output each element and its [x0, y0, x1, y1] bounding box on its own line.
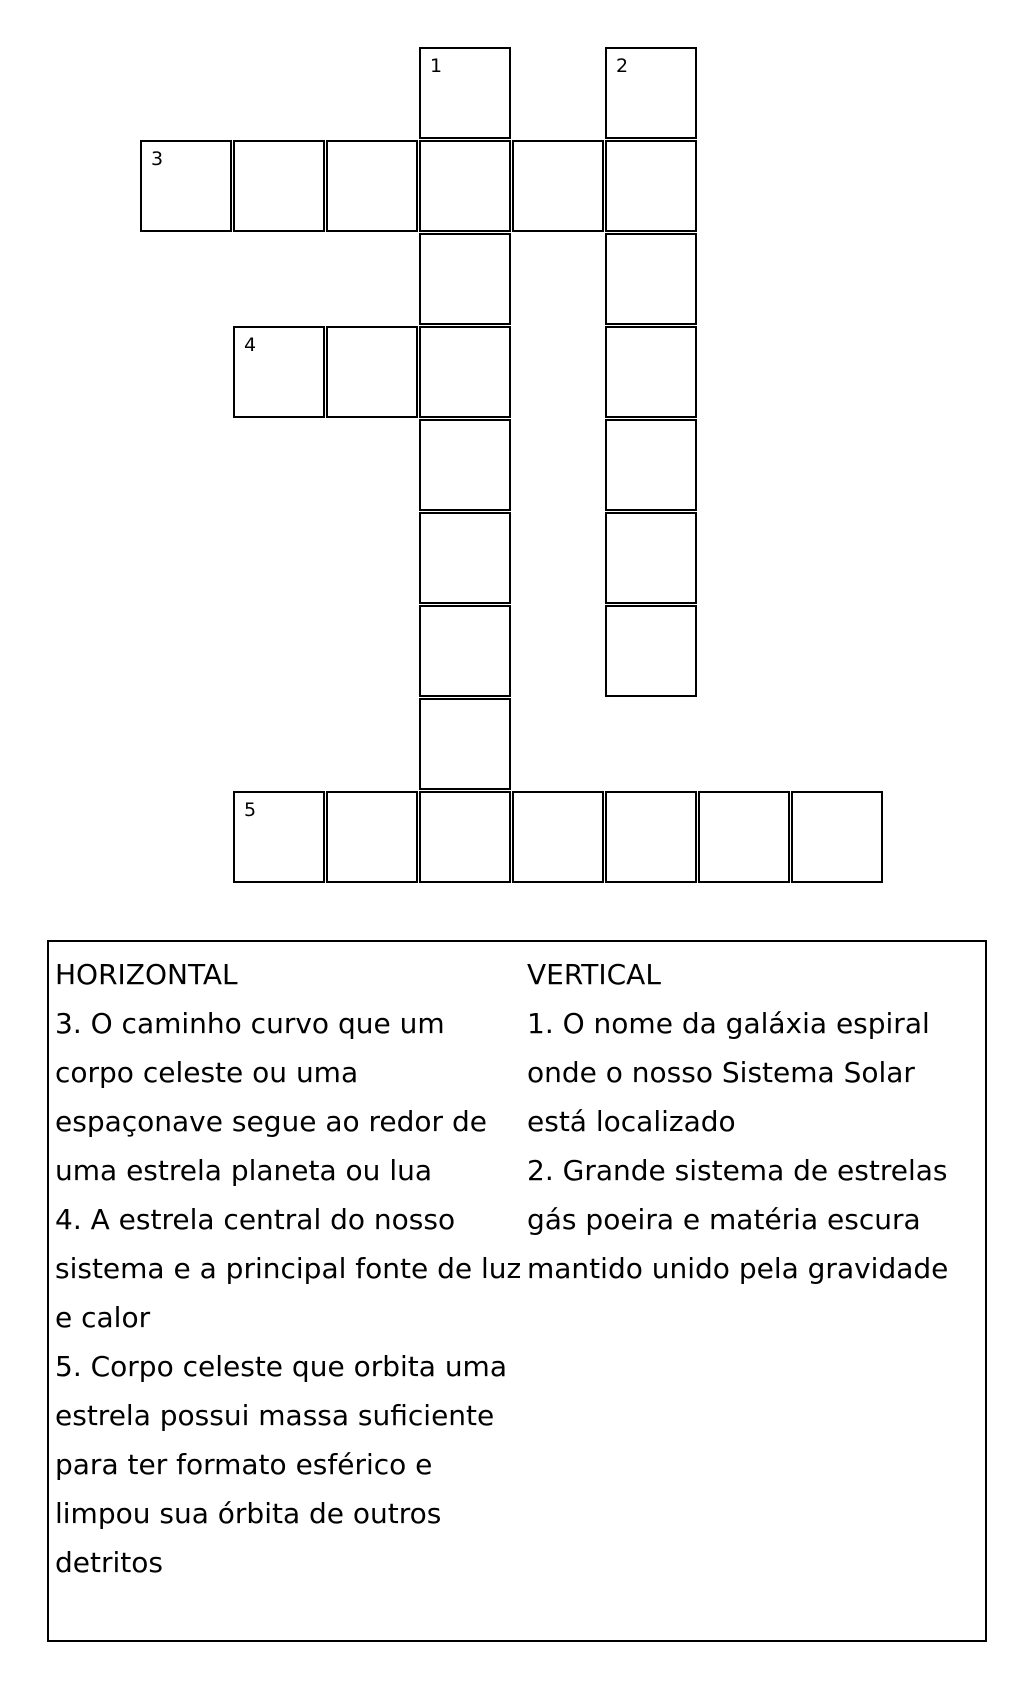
crossword-cell[interactable] [605, 326, 697, 418]
clue-number: 4 [244, 334, 257, 356]
crossword-cell[interactable] [233, 140, 325, 232]
crossword-cell[interactable] [605, 512, 697, 604]
clue-number: 3 [151, 148, 164, 170]
clue-h-4: 4. A estrela central do nosso sistema e a principal fonte de luz e calor [55, 1203, 522, 1334]
crossword-cell[interactable] [605, 47, 697, 139]
crossword-cell[interactable] [326, 791, 418, 883]
crossword-cell[interactable] [140, 140, 232, 232]
crossword-cell[interactable] [419, 233, 511, 325]
crossword-cell[interactable] [605, 605, 697, 697]
clue-number: 2 [616, 55, 629, 77]
crossword-cell[interactable] [605, 140, 697, 232]
crossword-cell[interactable] [419, 326, 511, 418]
clue-v-2: 2. Grande sistema de estrelas gás poeira e matéria escura mantido unido pela gravidade [527, 1154, 949, 1285]
clue-h-5: 5. Corpo celeste que orbita uma estrela possui massa suficiente para ter formato esférico e limpou sua órbita de outros detritos [55, 1350, 507, 1579]
crossword-cell[interactable] [326, 140, 418, 232]
vertical-title: VERTICAL [527, 958, 661, 991]
crossword-cell[interactable] [698, 791, 790, 883]
clue-v-1: 1. O nome da galáxia espiral onde o nosso Sistema Solar está localizado [527, 1007, 930, 1138]
crossword-cell[interactable] [326, 326, 418, 418]
crossword-cell[interactable] [605, 791, 697, 883]
clues-box [47, 940, 987, 1642]
clue-h-3: 3. O caminho curvo que um corpo celeste ou uma espaçonave segue ao redor de uma estrela planeta ou lua [55, 1007, 487, 1187]
horizontal-clues [55, 950, 525, 1587]
vertical-clues [527, 950, 982, 1293]
crossword-cell[interactable] [419, 140, 511, 232]
crossword-cell[interactable] [419, 698, 511, 790]
crossword-cell[interactable] [233, 791, 325, 883]
crossword-cell[interactable] [605, 419, 697, 511]
clue-number: 1 [430, 55, 443, 77]
clue-number: 5 [244, 799, 257, 821]
crossword-cell[interactable] [233, 326, 325, 418]
crossword-cell[interactable] [512, 791, 604, 883]
crossword-cell[interactable] [419, 605, 511, 697]
crossword-cell[interactable] [419, 47, 511, 139]
crossword-cell[interactable] [419, 791, 511, 883]
horizontal-title: HORIZONTAL [55, 958, 238, 991]
crossword-cell[interactable] [512, 140, 604, 232]
crossword-cell[interactable] [419, 419, 511, 511]
crossword-cell[interactable] [419, 512, 511, 604]
crossword-cell[interactable] [605, 233, 697, 325]
crossword-cell[interactable] [791, 791, 883, 883]
